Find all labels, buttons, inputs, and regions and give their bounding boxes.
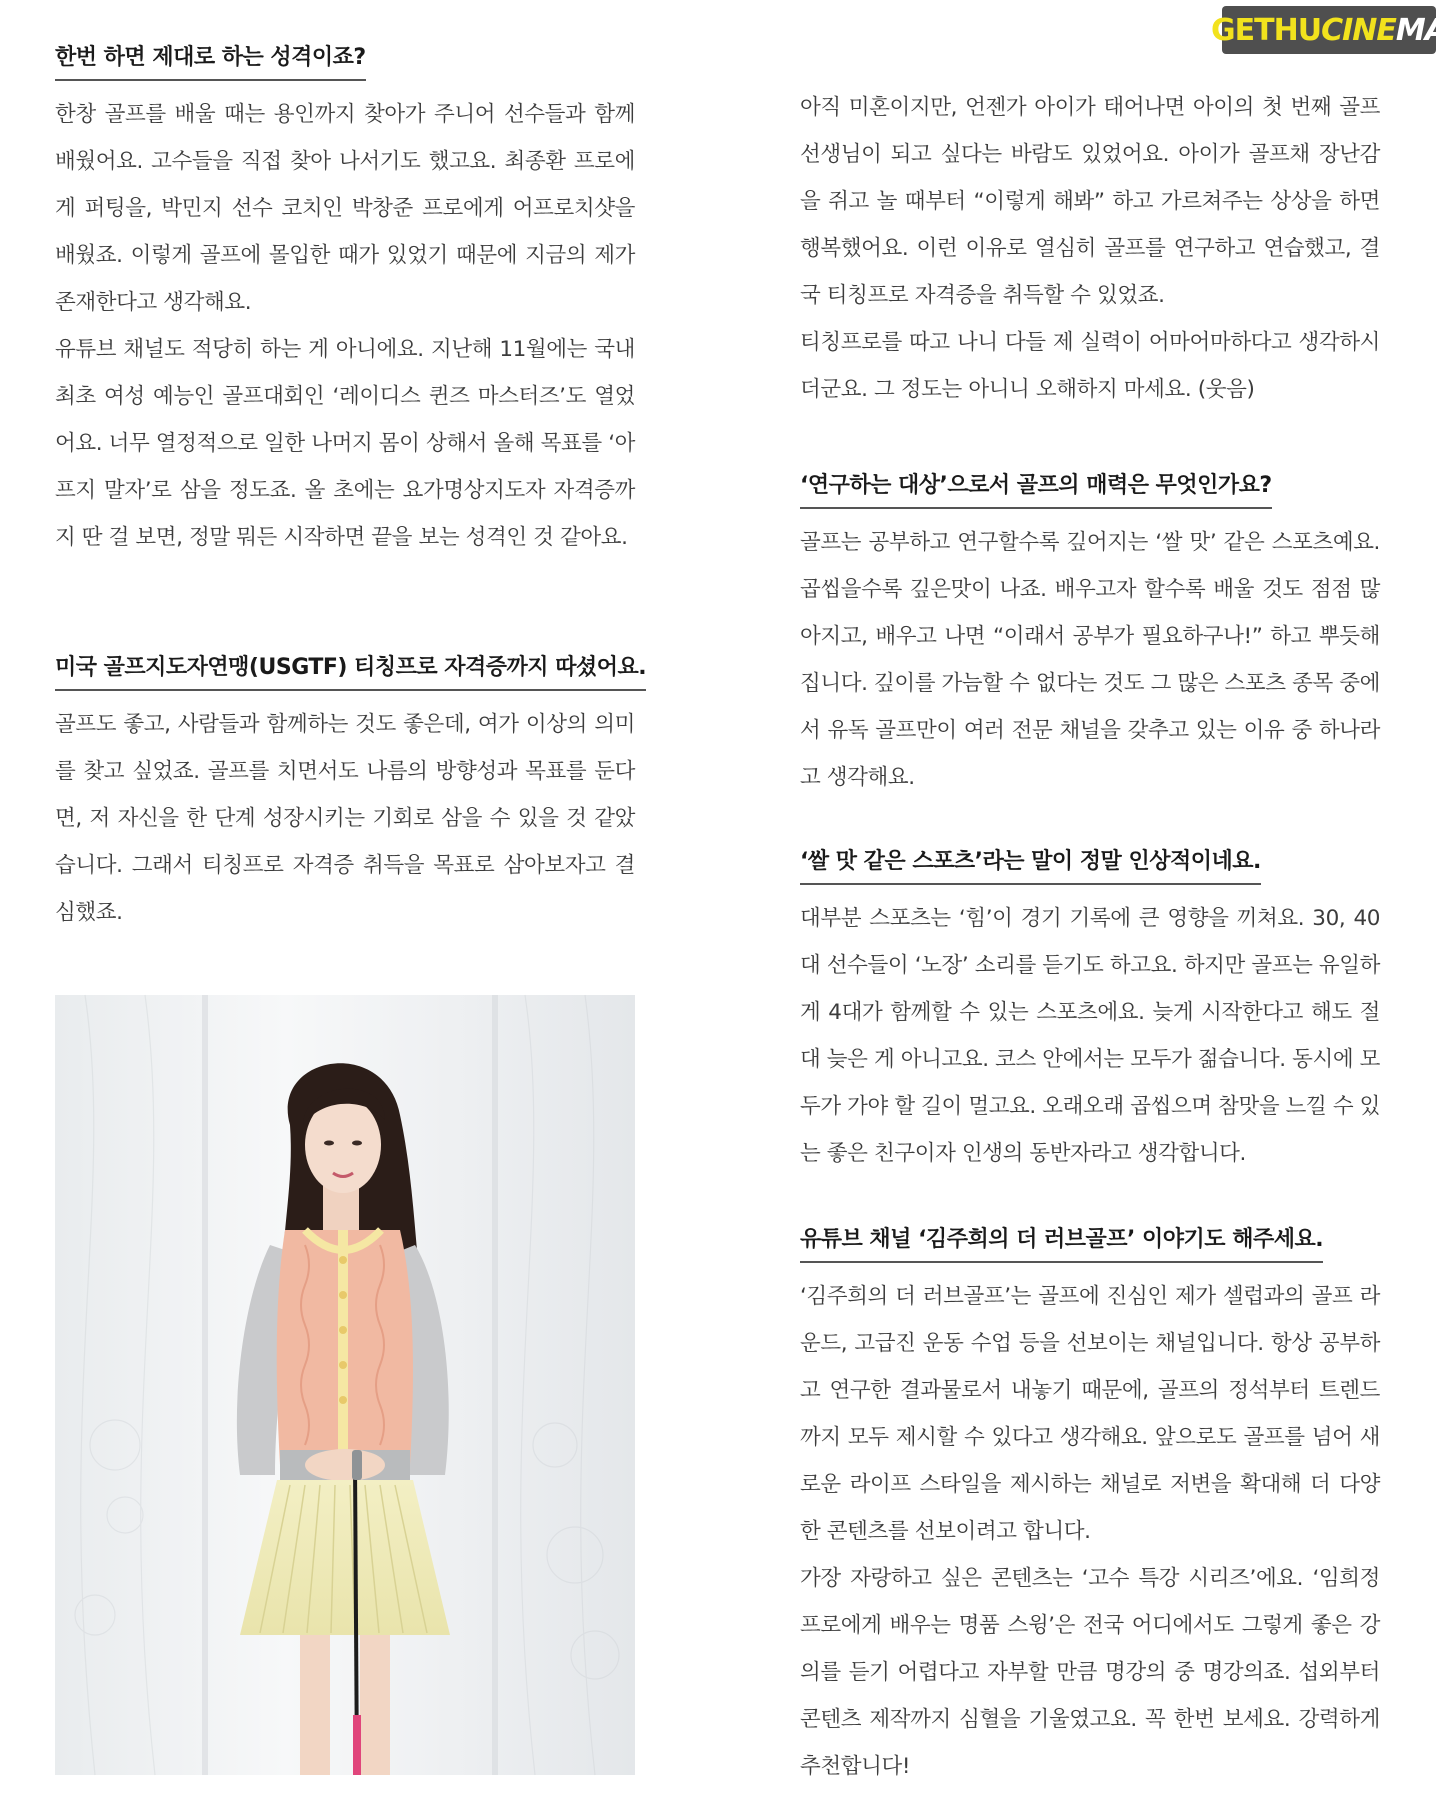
- section-heading: ‘연구하는 대상’으로서 골프의 매력은 무엇인가요?: [800, 468, 1272, 509]
- paragraph: 아직 미혼이지만, 언젠가 아이가 태어나면 아이의 첫 번째 골프 선생님이 되고 싶다는 바람도 있었어요. 아이가 골프채 장난감을 쥐고 놀 때부터 “이렇게 해봐” 하고 가르쳐주는 상상을 하면 행복했어요. 이런 이유로 열심히 골프를 연구하고 연습했고, 결국 티칭프로 자격증을 취득할 수 있었죠.: [800, 95, 1380, 308]
- watermark-logo: [1211, 6, 1447, 54]
- golfer-portrait-illustration: [55, 995, 635, 1775]
- paragraph: 골프도 좋고, 사람들과 함께하는 것도 좋은데, 여가 이상의 의미를 찾고 싶었죠. 골프를 치면서도 나름의 방향성과 목표를 둔다면, 저 자신을 한 단계 성장시키는 기회로 삼을 수 있을 것 같았습니다. 그래서 티칭프로 자격증 취득을 목표로 삼아보자고 결심했죠.: [55, 712, 635, 925]
- section-heading: 유튜브 채널 ‘김주희의 더 러브골프’ 이야기도 해주세요.: [800, 1222, 1323, 1263]
- paragraph: 대부분 스포츠는 ‘힘’이 경기 기록에 큰 영향을 끼쳐요. 30, 40대 선수들이 ‘노장’ 소리를 듣기도 하고요. 하지만 골프는 유일하게 4대가 함께할 수 있는 스포츠에요. 늦게 시작한다고 해도 절대 늦은 게 아니고요. 코스 안에서는 모두가 젊습니다. 동시에 모두가 가야 할 길이 멀고요. 오래오래 곱씹으며 참맛을 느낄 수 있는 좋은 친구이자 인생의 동반자라고 생각합니다.: [800, 906, 1381, 1166]
- watermark-text-3: MA: [1395, 12, 1447, 48]
- section-usgtf: [55, 650, 647, 936]
- section-heading: 미국 골프지도자연맹(USGTF) 티칭프로 자격증까지 따셨어요.: [55, 650, 646, 691]
- paragraph: 가장 자랑하고 싶은 콘텐츠는 ‘고수 특강 시리즈’에요. ‘임희정 프로에게 배우는 명품 스윙’은 전국 어디에서도 그렇게 좋은 강의를 듣기 어렵다고 자부할 만큼 명강의 중 명강의죠. 섭외부터 콘텐츠 제작까지 심혈을 기울였고요. 꼭 한번 보세요. 강력하게 추천합니다!: [800, 1566, 1380, 1779]
- section-heading: 한번 하면 제대로 하는 성격이죠?: [55, 40, 366, 81]
- watermark-text-1: GETHU: [1211, 12, 1322, 48]
- paragraph: 티칭프로를 따고 나니 다들 제 실력이 어마어마하다고 생각하시더군요. 그 정도는 아니니 오해하지 마세요. (웃음): [800, 330, 1380, 402]
- section-golf-charm: [800, 468, 1380, 801]
- section-youtube-channel: [800, 1222, 1380, 1790]
- section-personality: [55, 40, 635, 561]
- section-teaching-pro-continued: [800, 84, 1380, 413]
- paragraph: 한창 골프를 배울 때는 용인까지 찾아가 주니어 선수들과 함께 배웠어요. 고수들을 직접 찾아 나서기도 했고요. 최종환 프로에게 퍼팅을, 박민지 선수 코치인 박창준 프로에게 어프로치샷을 배웠죠. 이렇게 골프에 몰입한 때가 있었기 때문에 지금의 제가 존재한다고 생각해요.: [55, 102, 635, 315]
- section-heading: ‘쌀 맛 같은 스포츠’라는 말이 정말 인상적이네요.: [800, 844, 1261, 885]
- paragraph: 유튜브 채널도 적당히 하는 게 아니에요. 지난해 11월에는 국내 최초 여성 예능인 골프대회인 ‘레이디스 퀸즈 마스터즈’도 열었어요. 너무 열정적으로 일한 나머지 몸이 상해서 올해 목표를 ‘아프지 말자’로 삼을 정도죠. 올 초에는 요가명상지도자 자격증까지 딴 걸 보면, 정말 뭐든 시작하면 끝을 보는 성격인 것 같아요.: [55, 337, 636, 550]
- paragraph: ‘김주희의 더 러브골프’는 골프에 진심인 제가 셀럽과의 골프 라운드, 고급진 운동 수업 등을 선보이는 채널입니다. 항상 공부하고 연구한 결과물로서 내놓기 때문에, 골프의 정석부터 트렌드까지 모두 제시할 수 있다고 생각해요. 앞으로도 골프를 넘어 새로운 라이프 스타일을 제시하는 채널로 저변을 확대해 더 다양한 콘텐츠를 선보이려고 합니다.: [800, 1284, 1380, 1544]
- section-rice-taste-sports: [800, 844, 1380, 1177]
- paragraph: 골프는 공부하고 연구할수록 깊어지는 ‘쌀 맛’ 같은 스포츠예요. 곱씹을수록 깊은맛이 나죠. 배우고자 할수록 배울 것도 점점 많아지고, 배우고 나면 “이래서 공부가 필요하구나!” 하고 뿌듯해집니다. 깊이를 가늠할 수 없다는 것도 그 많은 스포츠 종목 중에서 유독 골프만이 여러 전문 채널을 갖추고 있는 이유 중 하나라고 생각해요.: [800, 530, 1381, 790]
- portrait-photo: [55, 995, 635, 1775]
- watermark-text-2: CINE: [1321, 12, 1396, 48]
